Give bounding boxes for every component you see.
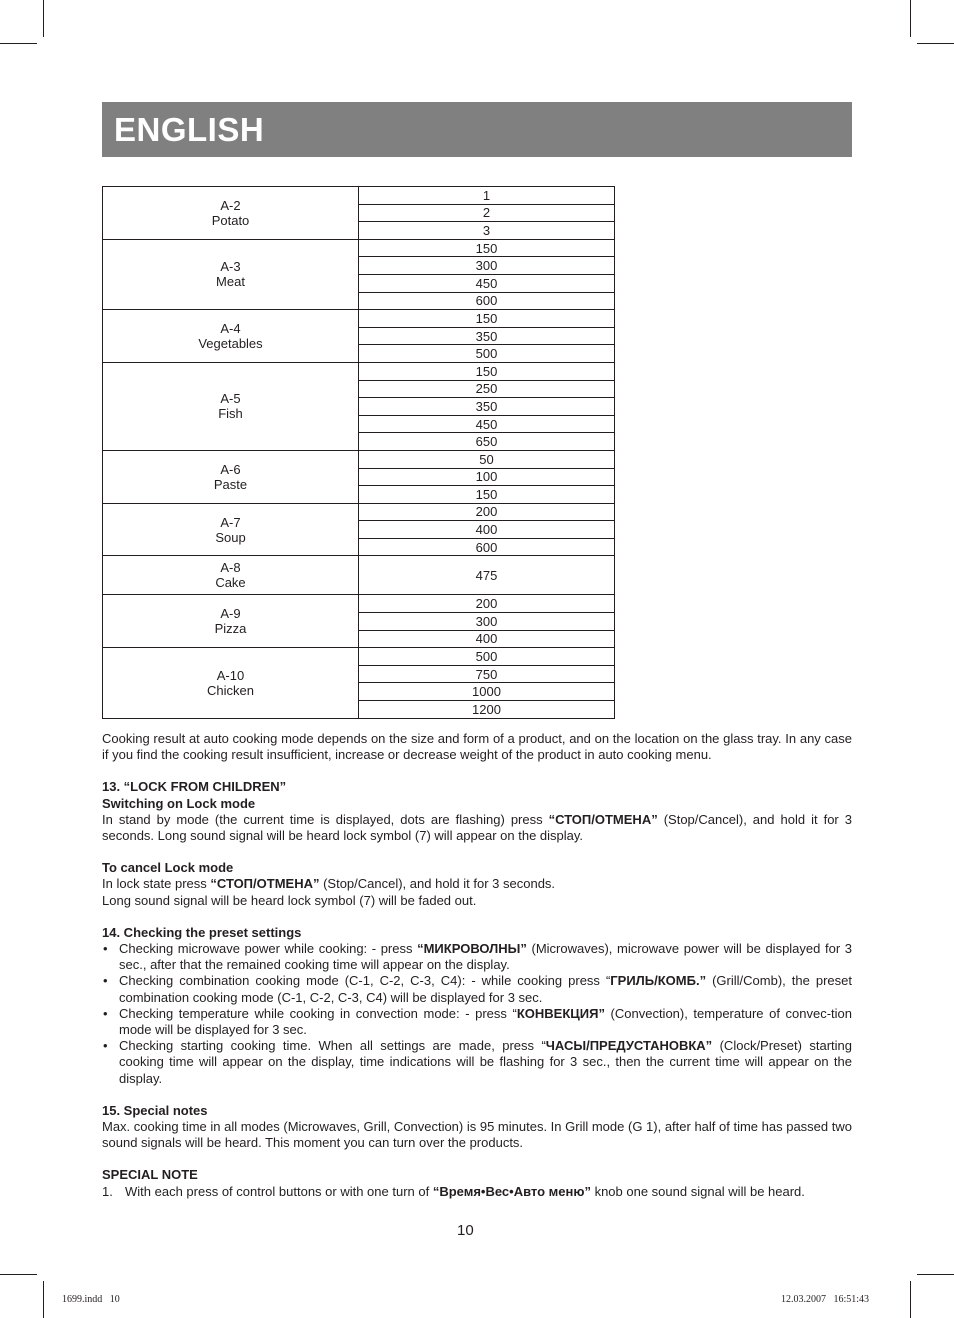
table-row [103, 503, 615, 521]
program-code: A-7 [220, 514, 241, 530]
crop-mark [910, 0, 911, 37]
weight-cell: 200 [359, 595, 615, 613]
weight-cell: 300 [359, 613, 615, 631]
item-text: (Clock/Preset) starting cooking time will appear on the display, time indications will be flashing for 3 sec., then the current time will appear on the display. [119, 1038, 852, 1086]
timestamp-slug: 12.03.2007 16:51:43 [781, 1294, 870, 1305]
weight-cell: 150 [359, 239, 615, 257]
item-number: 1. [102, 1183, 113, 1199]
lock-off-paragraph-2: Long sound signal will be heard lock symbol (7) will be faded out. [102, 892, 477, 908]
program-code: A-6 [220, 461, 241, 477]
program-name: Pizza [214, 621, 247, 637]
program-code: A-10 [216, 667, 245, 683]
crop-mark [0, 43, 37, 44]
weight-cell: 650 [359, 433, 615, 451]
special-note-list [102, 1184, 852, 1200]
lock-on-text-a: In stand by mode (the current time is displayed, dots are flashing) press [102, 811, 549, 827]
program-name: Paste [213, 476, 248, 492]
weight-cell: 450 [359, 415, 615, 433]
list-item [102, 1006, 852, 1038]
lock-off-paragraph [102, 876, 852, 892]
item-text: Checking microwave power while cooking: - press [119, 941, 418, 957]
crop-mark [43, 1281, 44, 1318]
item-text: Checking combination cooking mode (C-1, C-2, C-3, C4): - while cooking press “ [119, 973, 611, 989]
bullet-icon: • [103, 941, 108, 957]
item-text: With each press of control buttons or with one turn of [125, 1183, 433, 1199]
table-row [103, 648, 615, 666]
key-label: КОНВЕКЦИЯ” [516, 1005, 605, 1021]
weight-cell: 475 [359, 556, 615, 595]
program-cell [103, 503, 359, 556]
bullet-icon: • [103, 973, 108, 989]
program-code: A-3 [220, 259, 241, 275]
program-name: Cake [215, 575, 246, 591]
section-14-heading: 14. Checking the preset settings [102, 924, 302, 940]
program-name: Vegetables [198, 336, 263, 352]
table-row [103, 362, 615, 380]
weight-cell: 100 [359, 468, 615, 486]
program-code: A-2 [220, 197, 241, 213]
weight-cell: 50 [359, 450, 615, 468]
weight-cell: 750 [359, 665, 615, 683]
crop-mark [917, 1274, 954, 1275]
program-name: Chicken [207, 682, 254, 698]
list-item [102, 941, 852, 973]
weight-cell: 150 [359, 362, 615, 380]
weight-cell: 400 [359, 521, 615, 539]
stop-cancel-key: “СТОП/ОТМЕНА” [548, 811, 658, 827]
program-code: A-4 [220, 321, 241, 337]
page-number: 10 [457, 1222, 474, 1239]
weight-cell: 200 [359, 503, 615, 521]
lock-on-subheading: Switching on Lock mode [102, 795, 256, 811]
item-text: (Grill/Comb), the preset combination cooking mode (C-1, C-2, C-3, C4) will be displayed for 3 sec. [119, 973, 852, 1005]
weight-cell: 300 [359, 257, 615, 275]
program-code: A-9 [220, 606, 241, 622]
lock-off-text-a: In lock state press [102, 876, 211, 892]
program-name: Meat [216, 274, 245, 290]
crop-mark [917, 43, 954, 44]
weight-cell: 1200 [359, 701, 615, 719]
auto-cooking-table [102, 186, 615, 719]
weight-cell: 600 [359, 538, 615, 556]
program-cell [103, 362, 359, 450]
table-row [103, 187, 615, 205]
lock-off-text-c: (Stop/Cancel), and hold it for 3 seconds. [319, 876, 556, 892]
weight-cell: 150 [359, 310, 615, 328]
lock-on-text-c: (Stop/Cancel), and hold it for 3 seconds. Long sound signal will be heard lock symbol (7) will appear on the display. [102, 811, 853, 844]
language-banner [102, 102, 852, 157]
stop-cancel-key: “СТОП/ОТМЕНА” [210, 876, 320, 892]
program-cell [103, 310, 359, 363]
weight-cell: 150 [359, 486, 615, 504]
program-cell [103, 187, 359, 240]
crop-mark [0, 1274, 37, 1275]
program-cell [103, 595, 359, 648]
program-name: Soup [215, 529, 246, 545]
crop-mark [43, 0, 44, 37]
weight-cell: 1000 [359, 683, 615, 701]
program-cell [103, 556, 359, 595]
bullet-icon: • [103, 1038, 108, 1054]
item-text: Checking temperature while cooking in convection mode: - press “ [119, 1005, 517, 1021]
key-label: “МИКРОВОЛНЫ” [417, 941, 527, 957]
weight-cell: 2 [359, 204, 615, 222]
intro-paragraph: Cooking result at auto cooking mode depends on the size and form of a product, and on the location on the glass tray. In any case if you find the cooking result insufficient, increase or decrease weight of the product in auto cooking menu. [102, 731, 852, 763]
special-note-heading: SPECIAL NOTE [102, 1167, 198, 1183]
table-row [103, 450, 615, 468]
program-name: Fish [218, 406, 243, 422]
weight-cell: 450 [359, 274, 615, 292]
bullet-icon: • [103, 1005, 108, 1021]
lock-off-subheading: To cancel Lock mode [102, 860, 234, 876]
table-row [103, 595, 615, 613]
item-text: knob one sound signal will be heard. [590, 1183, 805, 1199]
weight-cell: 350 [359, 398, 615, 416]
weight-cell: 500 [359, 345, 615, 363]
body-text [102, 731, 852, 1200]
table-row [103, 556, 615, 595]
program-cell [103, 450, 359, 503]
lock-on-paragraph [102, 812, 852, 844]
key-label: “Время•Вес•Авто меню” [432, 1183, 591, 1199]
special-notes-paragraph: Max. cooking time in all modes (Microwaves, Grill, Convection) is 95 minutes. In Grill mode (G 1), after half of time has passed two sound signals will be heard. This moment you can turn over the products. [102, 1119, 852, 1151]
weight-cell: 3 [359, 222, 615, 240]
table-row [103, 310, 615, 328]
program-name: Potato [211, 212, 250, 228]
table-row [103, 239, 615, 257]
preset-check-list [102, 941, 852, 1087]
program-code: A-8 [220, 560, 241, 576]
key-label: ЧАСЫ/ПРЕДУСТАНОВКА” [545, 1038, 713, 1054]
program-cell [103, 648, 359, 718]
weight-cell: 1 [359, 187, 615, 205]
program-code: A-5 [220, 391, 241, 407]
weight-cell: 500 [359, 648, 615, 666]
program-cell [103, 239, 359, 309]
file-slug: 1699.indd 10 [62, 1294, 120, 1305]
list-item [102, 1038, 852, 1087]
weight-cell: 350 [359, 327, 615, 345]
weight-cell: 400 [359, 630, 615, 648]
list-item [102, 1184, 852, 1200]
item-text: (Microwaves), microwave power will be displayed for 3 sec., after that the remained cooking time will appear on the display. [119, 941, 852, 973]
section-15-heading: 15. Special notes [102, 1102, 208, 1118]
weight-cell: 250 [359, 380, 615, 398]
item-text: (Convection), temperature of convec-tion mode will be displayed for 3 sec. [119, 1005, 853, 1038]
language-title: ENGLISH [114, 111, 265, 148]
section-13-heading: 13. “LOCK FROM CHILDREN” [102, 779, 287, 795]
list-item [102, 973, 852, 1005]
item-text: Checking starting cooking time. When all settings are made, press “ [119, 1038, 546, 1054]
weight-cell: 600 [359, 292, 615, 310]
key-label: ГРИЛЬ/КОМБ.” [610, 973, 707, 989]
crop-mark [910, 1281, 911, 1318]
